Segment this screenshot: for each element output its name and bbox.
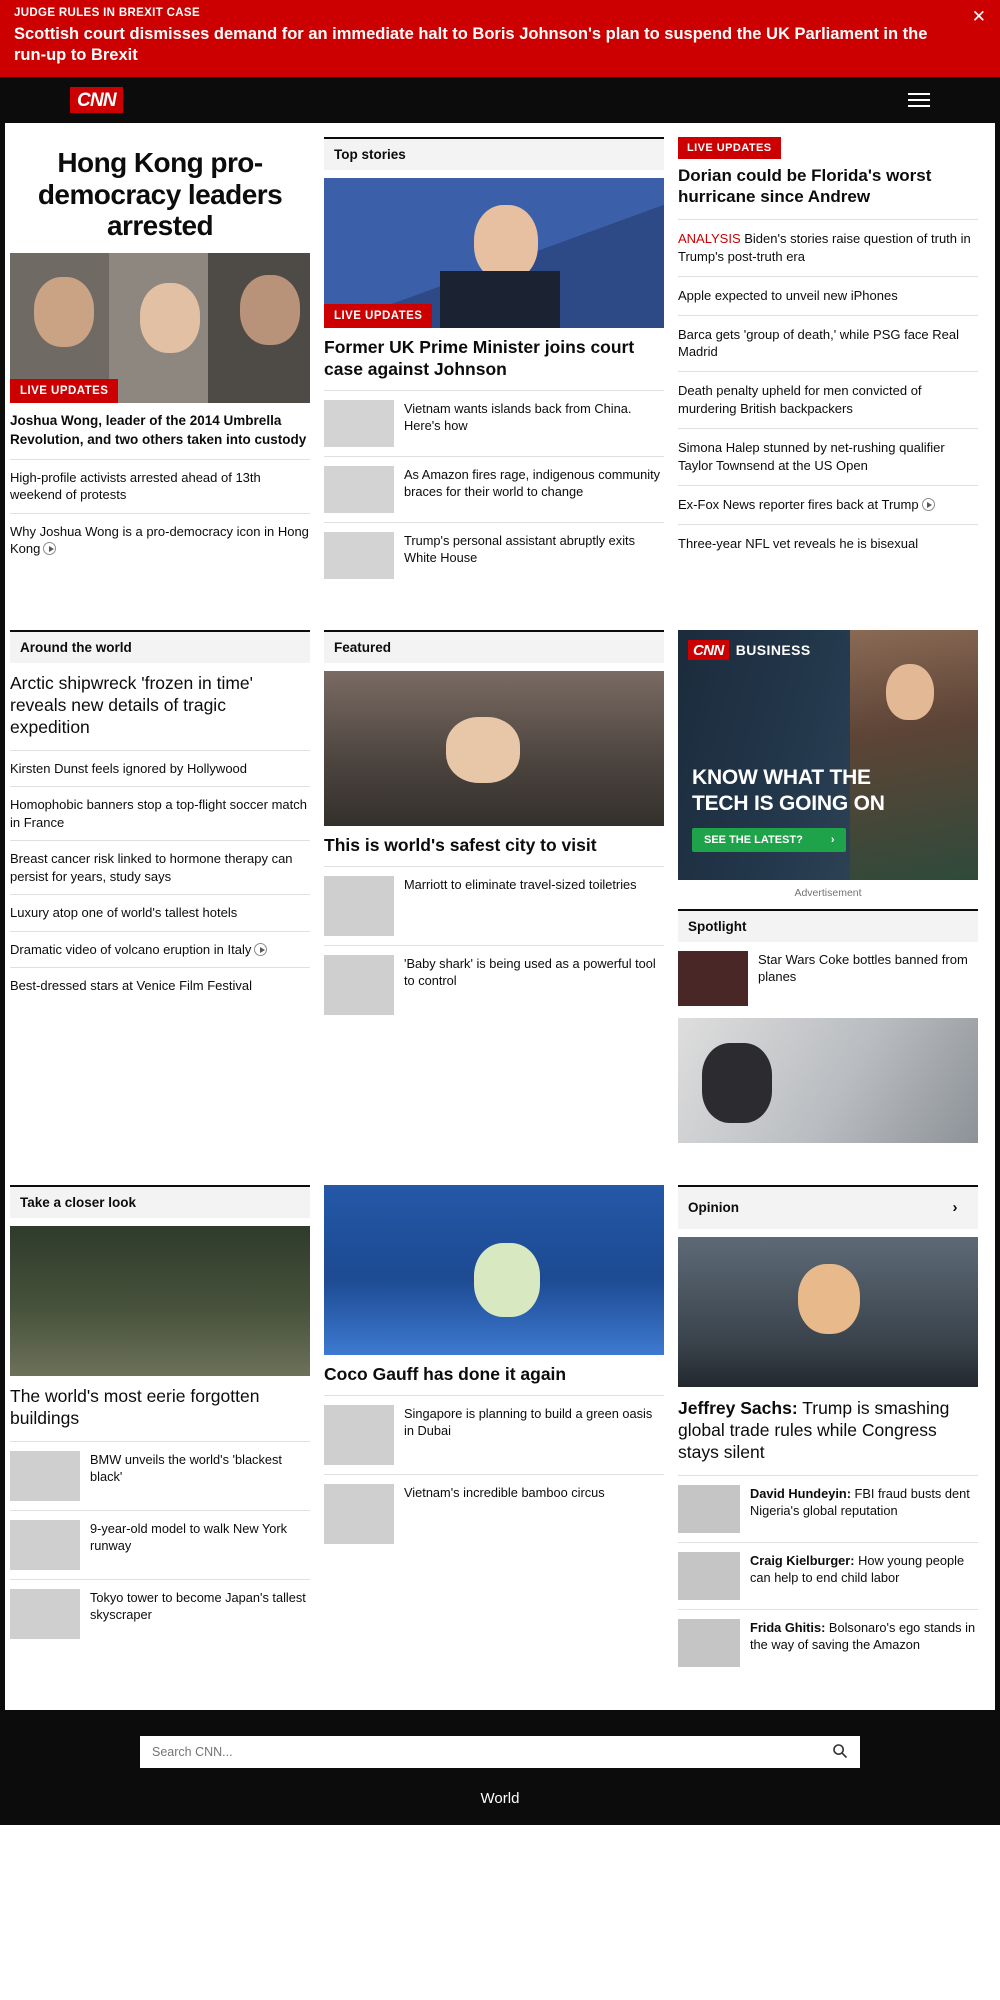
bottom-content-row xyxy=(10,1143,990,1710)
opinion-item-text: FBI fraud busts dent Nigeria's global reputation xyxy=(750,1486,970,1519)
list-item[interactable] xyxy=(324,867,664,946)
video-play-icon xyxy=(254,943,267,956)
list-item[interactable] xyxy=(678,220,978,277)
ad-and-spotlight-column xyxy=(678,630,978,1143)
thumbnail xyxy=(324,466,394,513)
section-header-featured xyxy=(324,630,664,663)
top-stories-lead-headline[interactable]: Former UK Prime Minister joins court case against Johnson xyxy=(324,328,664,391)
closer-look-caption[interactable]: The world's most eerie forgotten buildings xyxy=(10,1376,310,1442)
section-header-top-stories xyxy=(324,137,664,170)
status-badge: LIVE UPDATES xyxy=(324,304,432,328)
featured-image[interactable] xyxy=(324,671,664,826)
list-item-label: High-profile activists arrested ahead of 13th weekend of protests xyxy=(10,469,261,503)
list-item-label: As Amazon fires rage, indigenous community braces for their world to change xyxy=(404,466,661,499)
list-item-label: Vietnam wants islands back from China. Here's how xyxy=(404,400,632,433)
hero-lede[interactable]: Joshua Wong, leader of the 2014 Umbrella Revolution, and two others taken into custody xyxy=(10,403,310,459)
section-header-opinion[interactable] xyxy=(678,1185,978,1229)
top-content-row xyxy=(10,123,990,588)
list-item[interactable] xyxy=(10,1580,310,1648)
list-item-label: Apple expected to unveil new iPhones xyxy=(678,287,898,303)
status-badge: LIVE UPDATES xyxy=(678,137,781,159)
list-item[interactable] xyxy=(10,787,310,841)
thumbnail xyxy=(678,1485,740,1533)
ad-headline-line-2: TECH IS GOING ON xyxy=(692,791,885,815)
list-item[interactable] xyxy=(324,457,664,523)
list-item-label: Homophobic banners stop a top-flight soccer match in France xyxy=(10,797,307,830)
section-title: Featured xyxy=(334,639,392,655)
list-item[interactable] xyxy=(678,372,978,429)
list-item-label: Breast cancer risk linked to hormone therapy can persist for years, study says xyxy=(10,851,293,884)
list-item[interactable] xyxy=(324,1396,664,1475)
featured-column xyxy=(324,630,664,1143)
list-item-label: 9-year-old model to walk New York runway xyxy=(90,1520,288,1553)
around-the-world-lead[interactable]: Arctic shipwreck 'frozen in time' reveals new details of tragic expedition xyxy=(10,663,310,751)
list-item[interactable] xyxy=(10,460,310,514)
close-icon[interactable]: ✕ xyxy=(971,7,986,26)
ad-cta-label: SEE THE LATEST? xyxy=(704,833,803,846)
list-item-label: Singapore is planning to build a green oasis in Dubai xyxy=(404,1406,653,1439)
thumbnail xyxy=(324,1484,394,1544)
list-item-label: Simona Halep stunned by net-rushing qualifier Taylor Townsend at the US Open xyxy=(678,440,945,474)
site-footer xyxy=(0,1710,1000,1825)
hero-image[interactable] xyxy=(10,253,310,403)
list-item[interactable] xyxy=(10,841,310,895)
sports-image[interactable] xyxy=(324,1185,664,1355)
list-item-label: Marriott to eliminate travel-sized toiletries xyxy=(404,877,637,893)
sports-image-art xyxy=(324,1185,664,1355)
video-play-icon xyxy=(43,542,56,555)
opinion-item-text: Bolsonaro's ego stands in the way of saving the Amazon xyxy=(750,1620,976,1653)
top-stories-column xyxy=(324,137,664,588)
breaking-kicker: JUDGE RULES IN BREXIT CASE xyxy=(14,7,200,19)
opinion-item-author: David Hundeyin: xyxy=(750,1486,851,1502)
closer-look-image-art xyxy=(10,1226,310,1376)
section-title: Top stories xyxy=(334,147,406,163)
breaking-headline[interactable]: Scottish court dismisses demand for an immediate halt to Boris Johnson's plan to suspend the UK Parliament in the run-up to Brexit xyxy=(14,25,928,65)
ad-brand-suffix: BUSINESS xyxy=(735,641,811,658)
thumbnail xyxy=(678,1619,740,1667)
opinion-column xyxy=(678,1185,978,1676)
list-item[interactable] xyxy=(10,514,310,567)
spotlight-image[interactable] xyxy=(678,1018,978,1143)
ad-headline-line-1: KNOW WHAT THE xyxy=(692,765,871,789)
opinion-item-text: How young people can help to end child labor xyxy=(750,1553,965,1586)
around-the-world-column xyxy=(10,630,310,1143)
middle-content-row xyxy=(10,588,990,1143)
featured-caption[interactable]: This is world's safest city to visit xyxy=(324,826,664,867)
analysis-tag: ANALYSIS xyxy=(678,230,741,246)
section-header-spotlight xyxy=(678,909,978,942)
opinion-item-author: Craig Kielburger: xyxy=(750,1553,855,1569)
chevron-right-icon: › xyxy=(830,833,835,846)
list-item[interactable] xyxy=(10,1442,310,1511)
list-item[interactable] xyxy=(678,277,978,316)
list-item-label: Dramatic video of volcano eruption in Italy xyxy=(10,941,252,957)
advertisement-label: Advertisement xyxy=(794,886,862,899)
list-item[interactable] xyxy=(678,1610,978,1676)
video-play-icon xyxy=(922,498,935,511)
search-bar[interactable] xyxy=(140,1736,860,1768)
page-title[interactable]: Hong Kong pro-democracy leaders arrested xyxy=(37,147,283,241)
thumbnail xyxy=(324,400,394,447)
list-item-label: Death penalty upheld for men convicted of murdering British backpackers xyxy=(678,383,922,417)
thumbnail xyxy=(324,532,394,579)
list-item-label: Star Wars Coke bottles banned from planes xyxy=(758,951,968,985)
thumbnail xyxy=(324,876,394,936)
site-header xyxy=(0,77,1000,123)
opinion-image[interactable] xyxy=(678,1237,978,1387)
closer-look-image[interactable] xyxy=(10,1226,310,1376)
list-item[interactable] xyxy=(324,1475,664,1553)
featured-image-art xyxy=(324,671,664,826)
list-item[interactable] xyxy=(678,1543,978,1610)
ad-cta-button[interactable] xyxy=(692,828,846,852)
list-item[interactable] xyxy=(324,946,664,1024)
list-item[interactable] xyxy=(10,968,310,1004)
top-stories-image[interactable] xyxy=(324,178,664,328)
section-title: Opinion xyxy=(688,1200,739,1216)
list-item-label: Tokyo tower to become Japan's tallest skyscraper xyxy=(90,1589,306,1622)
list-item[interactable] xyxy=(678,942,978,1018)
list-item[interactable] xyxy=(678,429,978,486)
section-title: Spotlight xyxy=(688,918,747,934)
section-title: Take a closer look xyxy=(20,1194,137,1210)
list-item[interactable] xyxy=(678,486,978,525)
list-item-label: BMW unveils the world's 'blackest black' xyxy=(90,1451,282,1484)
list-item-label: Vietnam's incredible bamboo circus xyxy=(404,1485,605,1501)
status-badge: LIVE UPDATES xyxy=(10,379,118,403)
list-item[interactable] xyxy=(10,895,310,932)
right-rail-column xyxy=(678,137,978,588)
thumbnail xyxy=(678,951,748,1006)
advertisement[interactable] xyxy=(678,630,978,880)
footer-nav-item-world[interactable]: World xyxy=(480,1790,520,1808)
list-item[interactable] xyxy=(10,932,310,969)
list-item-label: Barca gets 'group of death,' while PSG face Real Madrid xyxy=(678,326,960,360)
list-item-label: Luxury atop one of world's tallest hotels xyxy=(10,905,238,921)
sports-caption[interactable]: Coco Gauff has done it again xyxy=(324,1355,664,1396)
list-item-label: Biden's stories raise question of truth in Trump's post-truth era xyxy=(678,230,971,264)
section-title: Around the world xyxy=(20,639,132,655)
list-item[interactable] xyxy=(324,523,664,588)
search-icon[interactable] xyxy=(832,1743,848,1762)
right-rail-lead-headline[interactable]: Dorian could be Florida's worst hurricane since Andrew xyxy=(678,159,978,220)
list-item[interactable] xyxy=(678,525,978,563)
list-item[interactable] xyxy=(324,391,664,457)
thumbnail xyxy=(10,1451,80,1501)
hamburger-menu-icon[interactable] xyxy=(908,89,930,111)
ad-cnn-logo: CNN xyxy=(688,640,729,660)
ad-brand-logo xyxy=(688,640,811,660)
search-input[interactable] xyxy=(152,1745,832,1759)
thumbnail xyxy=(10,1589,80,1639)
list-item[interactable] xyxy=(10,1511,310,1580)
cnn-logo[interactable]: CNN xyxy=(70,87,123,113)
spotlight-image-art xyxy=(678,1018,978,1143)
list-item[interactable] xyxy=(10,751,310,788)
thumbnail xyxy=(324,955,394,1015)
opinion-image-art xyxy=(678,1237,978,1387)
thumbnail xyxy=(10,1520,80,1570)
opinion-lead-text: Trump is smashing global trade rules while Congress stays silent xyxy=(678,1397,950,1462)
opinion-lead[interactable] xyxy=(678,1387,978,1476)
list-item[interactable] xyxy=(678,1476,978,1543)
list-item-label: Why Joshua Wong is a pro-democracy icon in Hong Kong xyxy=(10,523,309,557)
list-item-label: Three-year NFL vet reveals he is bisexual xyxy=(678,536,919,552)
section-header-around-the-world xyxy=(10,630,310,663)
opinion-item-author: Frida Ghitis: xyxy=(750,1620,826,1636)
section-header-closer-look xyxy=(10,1185,310,1218)
thumbnail xyxy=(678,1552,740,1600)
sports-column xyxy=(324,1185,664,1676)
opinion-lead-author: Jeffrey Sachs: xyxy=(678,1397,798,1418)
list-item[interactable] xyxy=(678,316,978,373)
list-item-label: Trump's personal assistant abruptly exits White House xyxy=(404,532,635,565)
list-item-label: Ex-Fox News reporter fires back at Trump xyxy=(678,497,919,513)
list-item-label: Kirsten Dunst feels ignored by Hollywood xyxy=(10,760,248,776)
closer-look-column xyxy=(10,1185,310,1676)
list-item-label: 'Baby shark' is being used as a powerful tool to control xyxy=(404,956,656,989)
breaking-news-banner xyxy=(0,0,1000,77)
list-item-label: Best-dressed stars at Venice Film Festival xyxy=(10,978,253,994)
chevron-right-icon[interactable]: › xyxy=(952,1199,958,1217)
thumbnail xyxy=(324,1405,394,1465)
hero-column xyxy=(10,137,310,588)
